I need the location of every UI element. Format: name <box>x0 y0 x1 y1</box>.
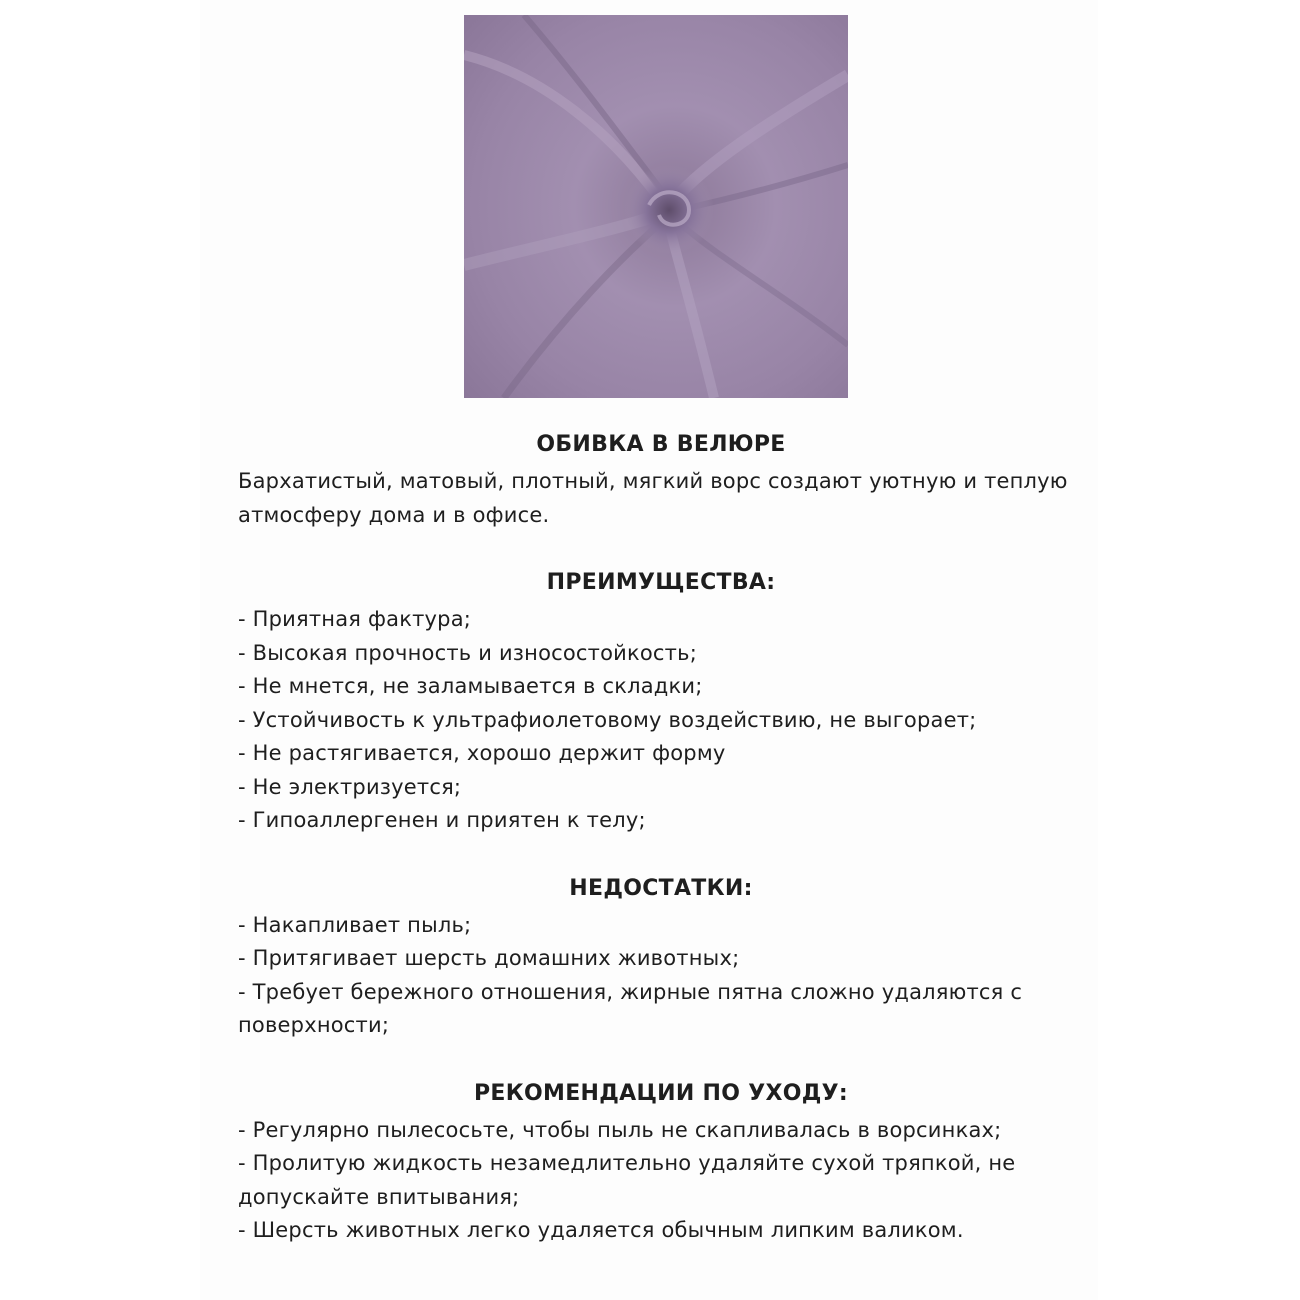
section-title: НЕДОСТАТКИ: <box>569 875 753 901</box>
section-title: ПРЕИМУЩЕСТВА: <box>546 570 776 595</box>
section-velour-upholstery <box>238 425 1088 532</box>
list-item: - Приятная фактура; <box>238 607 472 631</box>
list-item: - Гипоаллергенен и приятен к телу; <box>238 808 646 832</box>
list-item: - Накапливает пыль; <box>238 912 472 937</box>
list-item: - Притягивает шерсть домашних животных; <box>238 946 740 970</box>
list-item: - Пролитую жидкость незамедлительно удаляйте сухой тряпкой, не допускайте впитывания; <box>238 1151 1016 1209</box>
list-item: - Устойчивость к ультрафиолетовому воздействию, не выгорает; <box>238 707 977 732</box>
section-title: ОБИВКА В ВЕЛЮРЕ <box>536 432 786 457</box>
description-content <box>238 425 1088 1279</box>
list-item: - Шерсть животных легко удаляется обычным липким валиком. <box>238 1218 964 1242</box>
list-item: - Не мнется, не заламывается в складки; <box>238 674 703 698</box>
list-item: - Требует бережного отношения, жирные пятна сложно удаляются с поверхности; <box>238 979 1023 1037</box>
list-item: - Не электризуется; <box>238 774 462 799</box>
fabric-swirl-graphic <box>464 15 848 398</box>
list-item: - Не растягивается, хорошо держит форму <box>238 741 726 765</box>
section-disadvantages <box>238 869 1088 1043</box>
section-paragraph: Бархатистый, матовый, плотный, мягкий ворс создают уютную и теплую атмосферу дома и в офисе. <box>238 469 1068 527</box>
care-list <box>238 1114 1088 1248</box>
section-advantages <box>238 563 1088 838</box>
section-care-recommendations <box>238 1074 1088 1248</box>
list-item: - Высокая прочность и износостойкость; <box>238 640 697 665</box>
section-title: РЕКОМЕНДАЦИИ ПО УХОДУ: <box>473 1080 849 1106</box>
fabric-swatch-image <box>464 15 848 398</box>
disadvantages-list <box>238 909 1088 1043</box>
list-item: - Регулярно пылесосьте, чтобы пыль не скапливалась в ворсинках; <box>238 1117 1002 1142</box>
advantages-list <box>238 603 1088 838</box>
